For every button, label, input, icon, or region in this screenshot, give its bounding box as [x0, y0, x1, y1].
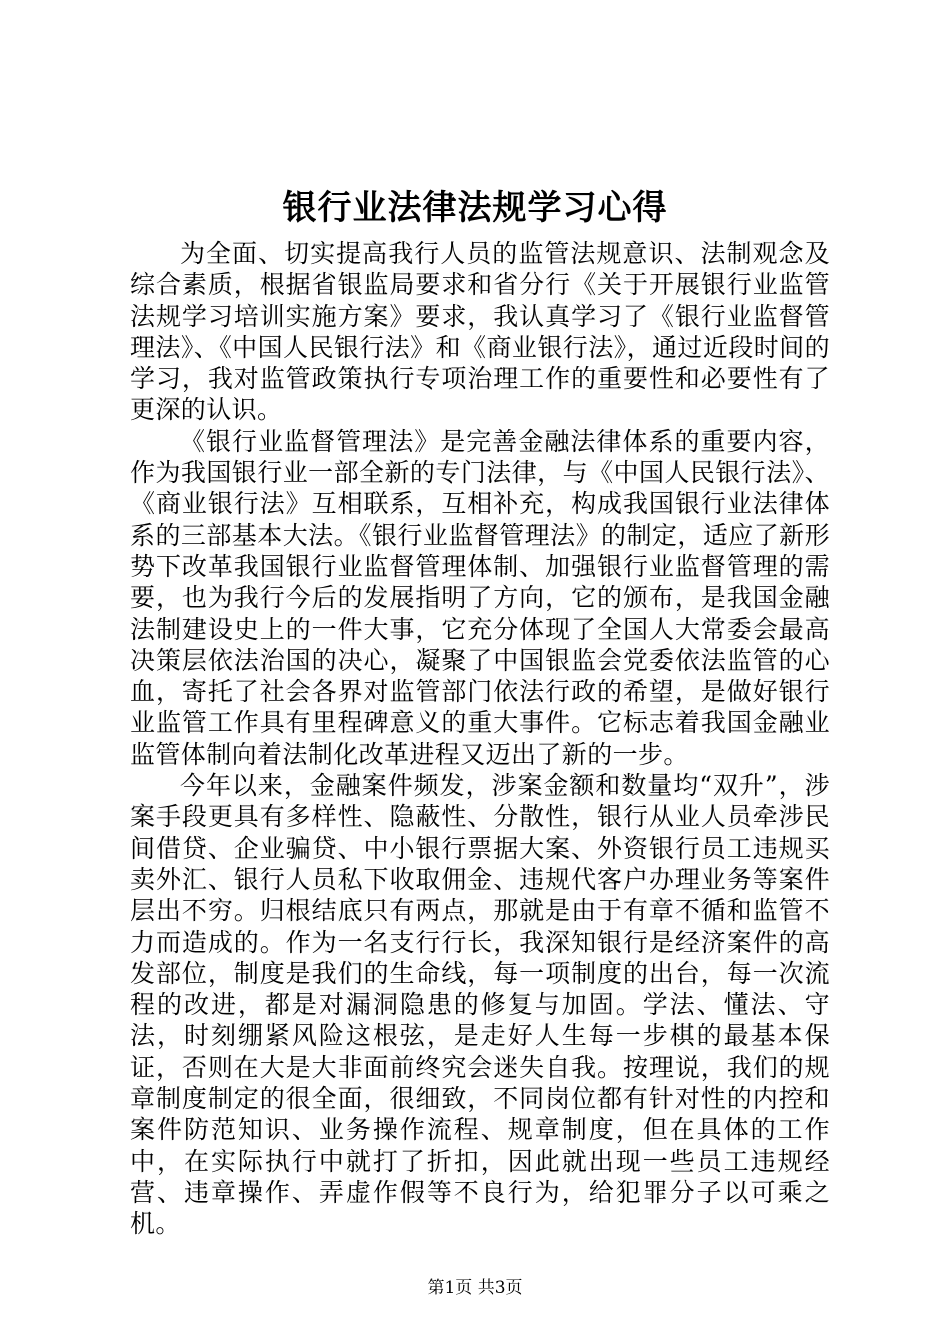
- page-number-footer: 第1页 共3页: [427, 1278, 523, 1298]
- paragraph: 《银行业监督管理法》是完善金融法律体系的重要内容，作为我国银行业一部全新的专门法律，与《中国人民银行法》、《商业银行法》互相联系，互相补充，构成我国银行业法律体系的三部基本大法。《银行业监督管理法》的制定，适应了新形势下改革我国银行业监督管理体制、加强银行业监督管理的需要，也为我行今后的发展指明了方向，它的颁布，是我国金融法制建设史上的一件大事，它充分体现了全国人大常委会最高决策层依法治国的决心，凝聚了中国银监会党委依法监管的心血，寄托了社会各界对监管部门依法行政的希望，是做好银行业监管工作具有里程碑意义的重大事件。它标志着我国金融业监管体制向着法制化改革进程又迈出了新的一步。: [130, 426, 830, 769]
- page-title: 银行业法律法规学习心得: [282, 188, 668, 228]
- paragraph: 为全面、切实提高我行人员的监管法规意识、法制观念及综合素质，根据省银监局要求和省分行《关于开展银行业监管法规学习培训实施方案》要求，我认真学习了《银行业监督管理法》、《中国人民银行法》和《商业银行法》，通过近段时间的学习，我对监管政策执行专项治理工作的重要性和必要性有了更深的认识。: [130, 239, 830, 425]
- document-body: [130, 238, 830, 1240]
- paragraph: 今年以来，金融案件频发，涉案金额和数量均“双升”，涉案手段更具有多样性、隐蔽性、分散性，银行从业人员牵涉民间借贷、企业骗贷、中小银行票据大案、外资银行员工违规买卖外汇、银行人员私下收取佣金、违规代客户办理业务等案件层出不穷。归根结底只有两点，那就是由于有章不循和监管不力而造成的。作为一名支行行长，我深知银行是经济案件的高发部位，制度是我们的生命线，每一项制度的出台，每一次流程的改进，都是对漏洞隐患的修复与加固。学法、懂法、守法，时刻绷紧风险这根弦，是走好人生每一步棋的最基本保证，否则在大是大非面前终究会迷失自我。按理说，我们的规章制度制定的很全面，很细致，不同岗位都有针对性的内控和案件防范知识、业务操作流程、规章制度，但在具体的工作中，在实际执行中就打了折扣，因此就出现一些员工违规经营、违章操作、弄虚作假等不良行为，给犯罪分子以可乘之机。: [130, 771, 830, 1239]
